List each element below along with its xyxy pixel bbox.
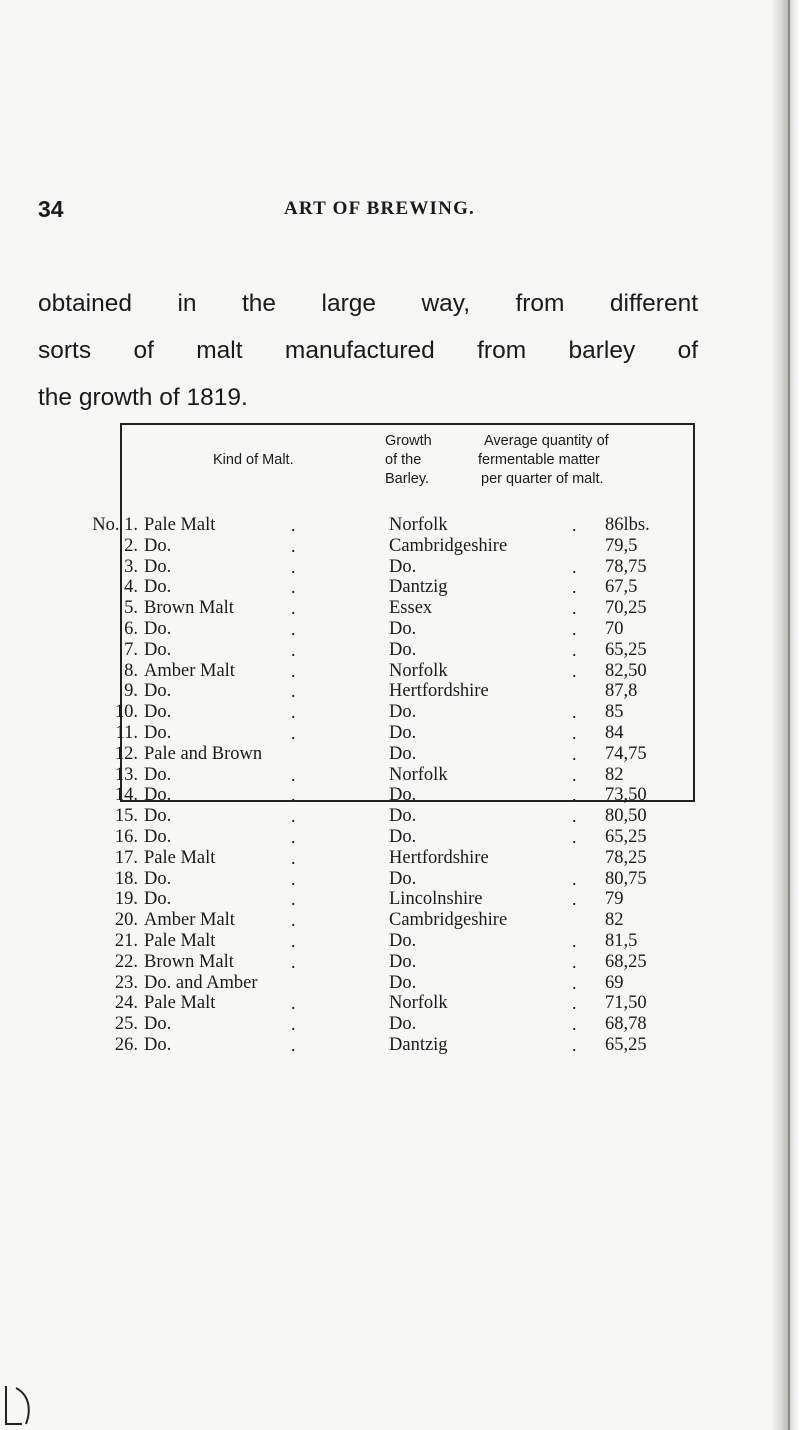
growth-region: Dantzig [389,1035,448,1055]
malt-kind: Amber Malt [144,910,235,931]
fermentable-quantity: 73,50 [605,785,647,806]
leader-dot: . [572,972,577,993]
table-row [50,931,690,951]
growth-region: Do. [389,743,417,764]
growth-region: Norfolk [389,515,448,535]
leader-dot: . [572,743,577,764]
table-row [50,640,690,660]
leader-dot: . [291,868,296,889]
malt-kind: Pale Malt [144,515,216,535]
page-edge-line [788,0,790,1430]
growth-region: Hertfordshire [389,681,489,702]
leader-dot: . [291,619,296,639]
fermentable-quantity: 65,25 [605,639,647,660]
malt-kind: Do. [144,889,172,910]
row-number: 22. [114,951,138,972]
fermentable-quantity: 82 [605,764,624,785]
growth-region: Do. [389,723,417,743]
table-row [50,785,690,805]
growth-region: Dantzig [389,577,448,598]
fermentable-quantity: 65,25 [605,1035,647,1055]
leader-dot: . [291,889,296,910]
fermentable-quantity: 67,5 [605,577,638,598]
leader-dot: . [572,806,577,827]
malt-kind: Do. [144,764,172,785]
row-number: 4. [124,577,138,598]
row-number: 23. [114,972,138,993]
malt-kind: Brown Malt [144,951,234,972]
leader-dot: . [572,556,577,577]
row-number: 20. [114,910,138,931]
leader-dot: . [572,889,577,910]
malt-kind: Do. [144,619,172,639]
growth-region: Do. [389,1014,417,1035]
row-number: 21. [114,931,138,951]
malt-kind: Do. [144,868,172,889]
table-row [50,1014,690,1034]
growth-region: Norfolk [389,764,448,785]
leader-dot: . [572,639,577,660]
table-row [50,1035,690,1055]
malt-kind: Do. [144,785,172,806]
growth-region: Lincolnshire [389,889,483,910]
leader-dot: . [291,681,296,702]
malt-kind: Do. [144,577,172,598]
fermentable-quantity: 78,75 [605,556,647,577]
fermentable-quantity: 78,25 [605,847,647,868]
page-number: 34 [38,196,64,222]
growth-region: Do. [389,868,417,889]
intro-paragraph [38,280,698,421]
table-row [50,827,690,847]
leader-dot: . [572,723,577,743]
growth-region: Essex [389,598,433,619]
leader-dot: . [291,785,296,806]
leader-dot: . [291,910,296,931]
table-row [50,973,690,993]
row-number: 15. [114,806,138,827]
growth-region: Do. [389,702,417,723]
row-number: 16. [114,827,138,847]
leader-dot: . [291,993,296,1014]
fermentable-quantity: 68,78 [605,1014,647,1035]
row-number: 3. [124,556,138,577]
row-number: 11. [115,723,138,743]
fermentable-quantity: 70 [605,619,624,639]
table-row [50,577,690,597]
growth-region: Hertfordshire [389,847,489,868]
leader-dot: . [291,764,296,785]
table-row [50,598,690,618]
malt-kind: Do. [144,556,172,577]
header-average-quantity: Average quantity of fermentable matter per quarter of malt. [478,433,609,487]
leader-dot: . [291,723,296,743]
table-row [50,869,690,889]
leader-dot: . [572,598,577,619]
table-row [50,765,690,785]
corner-bracket-icon [2,1380,36,1430]
table-row [50,536,690,556]
fermentable-quantity: 85 [605,702,624,723]
malt-kind: Amber Malt [144,660,235,681]
leader-dot: . [291,827,296,847]
malt-kind: Do. [144,1035,172,1055]
intro-line: sorts of malt manufactured from barley of [38,337,698,364]
running-head: ART OF BREWING. [284,198,475,219]
fermentable-quantity: 86lbs. [605,515,650,535]
intro-line: the growth of 1819. [38,384,248,411]
growth-region: Cambridgeshire [389,535,508,556]
row-number: 24. [114,993,138,1014]
leader-dot: . [291,847,296,868]
row-number: 5. [124,598,138,619]
table-row [50,744,690,764]
leader-dot: . [572,785,577,806]
malt-kind: Do. [144,681,172,702]
row-number: 7. [124,639,138,660]
malt-kind: Pale Malt [144,931,216,951]
growth-region: Do. [389,827,417,847]
table-row [50,889,690,909]
leader-dot: . [572,660,577,681]
page-header [38,196,738,226]
fermentable-quantity: 80,75 [605,868,647,889]
page-edge-shadow [772,0,800,1430]
fermentable-quantity: 71,50 [605,993,647,1014]
leader-dot: . [291,702,296,723]
leader-dot: . [291,931,296,951]
leader-dot: . [291,535,296,556]
leader-dot: . [572,827,577,847]
leader-dot: . [572,764,577,785]
growth-region: Do. [389,556,417,577]
header-growth: Growth of the Barley. [385,433,432,487]
row-number: 26. [114,1035,138,1055]
growth-region: Do. [389,951,417,972]
fermentable-quantity: 82 [605,910,624,931]
row-number: 19. [114,889,138,910]
malt-kind: Do. [144,827,172,847]
leader-dot: . [572,1014,577,1035]
malt-kind: Do. [144,702,172,723]
fermentable-quantity: 70,25 [605,598,647,619]
leader-dot: . [572,931,577,951]
row-number: 6. [124,619,138,639]
table-row [50,723,690,743]
malt-kind: Do. [144,1014,172,1035]
leader-dot: . [291,951,296,972]
malt-kind: Pale Malt [144,993,216,1014]
malt-kind: Do. [144,639,172,660]
fermentable-quantity: 74,75 [605,743,647,764]
leader-dot: . [572,702,577,723]
table-row [50,993,690,1013]
leader-dot: . [572,868,577,889]
table-row [50,557,690,577]
growth-region: Norfolk [389,660,448,681]
malt-kind: Brown Malt [144,598,234,619]
leader-dot: . [291,1014,296,1035]
leader-dot: . [572,619,577,639]
fermentable-quantity: 80,50 [605,806,647,827]
table-row [50,702,690,722]
malt-kind: Pale Malt [144,847,216,868]
growth-region: Do. [389,972,417,993]
leader-dot: . [291,639,296,660]
row-number: No. 1. [92,515,138,535]
table-row [50,910,690,930]
leader-dot: . [572,515,577,535]
table-row [50,848,690,868]
leader-dot: . [291,556,296,577]
malt-kind: Pale and Brown [144,743,263,764]
fermentable-quantity: 65,25 [605,827,647,847]
growth-region: Do. [389,931,417,951]
row-number: 12. [114,743,138,764]
row-number: 13. [114,764,138,785]
row-number: 2. [124,535,138,556]
malt-kind: Do. and Amber [144,972,258,993]
table-row [50,661,690,681]
leader-dot: . [291,1035,296,1055]
row-number: 14. [114,785,138,806]
fermentable-quantity: 79 [605,889,624,910]
row-number: 18. [114,868,138,889]
growth-region: Do. [389,639,417,660]
table-row [50,619,690,639]
fermentable-quantity: 68,25 [605,951,647,972]
growth-region: Norfolk [389,993,448,1014]
fermentable-quantity: 84 [605,723,624,743]
table-row [50,952,690,972]
malt-kind: Do. [144,723,172,743]
leader-dot: . [291,660,296,681]
fermentable-quantity: 81,5 [605,931,638,951]
table-row [50,515,690,535]
leader-dot: . [291,577,296,598]
leader-dot: . [572,577,577,598]
leader-dot: . [291,515,296,535]
growth-region: Cambridgeshire [389,910,508,931]
row-number: 17. [114,847,138,868]
leader-dot: . [291,598,296,619]
row-number: 25. [114,1014,138,1035]
fermentable-quantity: 69 [605,972,624,993]
fermentable-quantity: 79,5 [605,535,638,556]
leader-dot: . [291,806,296,827]
intro-line: obtained in the large way, from different [38,290,698,317]
growth-region: Do. [389,785,417,806]
leader-dot: . [572,993,577,1014]
malt-kind: Do. [144,806,172,827]
leader-dot: . [572,1035,577,1055]
fermentable-quantity: 87,8 [605,681,638,702]
growth-region: Do. [389,806,417,827]
fermentable-quantity: 82,50 [605,660,647,681]
row-number: 10. [114,702,138,723]
malt-kind: Do. [144,535,172,556]
table-row [50,806,690,826]
row-number: 8. [124,660,138,681]
growth-region: Do. [389,619,417,639]
row-number: 9. [124,681,138,702]
header-kind-of-malt: Kind of Malt. [213,452,294,468]
leader-dot: . [572,951,577,972]
table-row [50,681,690,701]
